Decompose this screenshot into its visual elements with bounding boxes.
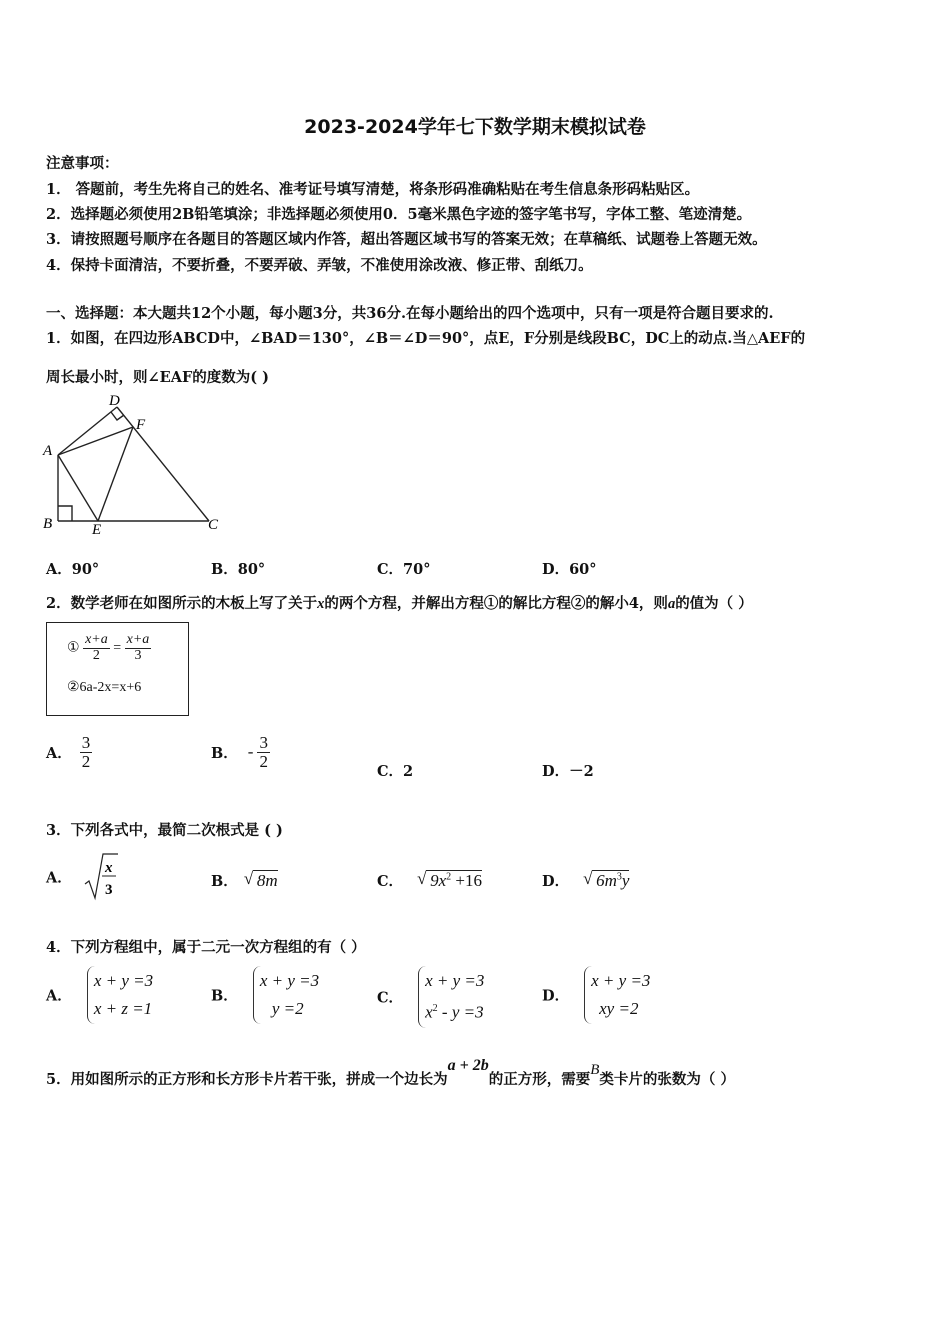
notice-item-3: 3．请按照题号顺序在各题目的答题区域内作答，超出答题区域书写的答案无效；在草稿纸、试题卷上答题无效。 bbox=[46, 231, 767, 248]
notice-item-4: 4．保持卡面清洁，不要折叠，不要弄破、弄皱，不准使用涂改液、修正带、刮纸刀。 bbox=[46, 257, 593, 274]
q4-option-d[interactable]: D． x + y =3 xy =2 bbox=[542, 966, 656, 1024]
notice-item-1: 1． 答题前，考生先将自己的姓名、准考证号填写清楚，将条形码准确粘贴在考生信息条形码粘贴区。 bbox=[46, 181, 700, 198]
q2-blackboard bbox=[46, 622, 189, 716]
q4-option-c[interactable]: C． x + y =3 $x^2 - y =3$ bbox=[377, 966, 490, 1028]
label-b: B bbox=[43, 516, 53, 532]
page-title: 2023-2024学年七下数学期末模拟试卷 bbox=[304, 116, 646, 138]
label-d: D bbox=[109, 393, 120, 409]
label-c: C bbox=[208, 517, 219, 533]
svg-text:3: 3 bbox=[104, 882, 113, 898]
label-e: E bbox=[92, 522, 102, 538]
q1-stem-line1: 1．如图，在四边形ABCD中，∠BAD＝130°，∠B＝∠D＝90°，点E，F分别是线段BC，DC上的动点.当△AEF的 bbox=[46, 330, 806, 347]
q4-option-b[interactable]: B． x + y =3 y =2 bbox=[211, 966, 325, 1024]
board-equation-1: ① $\frac{x+a}{2}$ = $\frac{x+a}{3}$ bbox=[67, 632, 150, 663]
q2-option-b[interactable]: B． - $\frac{3}{2}$ bbox=[211, 733, 268, 771]
label-a: A bbox=[43, 443, 53, 459]
label-f: F bbox=[136, 417, 146, 433]
q1-option-c[interactable]: C．70° bbox=[377, 561, 431, 578]
q1-stem-line2: 周长最小时，则∠EAF的度数为( ) bbox=[46, 369, 270, 386]
q2-option-a[interactable]: A． $\frac{3}{2}$ bbox=[46, 733, 91, 771]
q5-stem: 5．用如图所示的正方形和长方形卡片若干张，拼成一个边长为a + 2b的正方形，需要B类卡片的张数为（ ） bbox=[46, 1057, 735, 1088]
svg-text:x: x bbox=[104, 860, 113, 876]
q2-option-d[interactable]: D．－2 bbox=[542, 763, 594, 780]
q2-option-c[interactable]: C．2 bbox=[377, 763, 414, 780]
q1-quadrilateral-figure bbox=[40, 388, 230, 538]
q4-option-a[interactable]: A． x + y =3 x + z =1 bbox=[46, 966, 159, 1024]
section-1-header: 一、选择题：本大题共12个小题，每小题3分，共36分.在每小题给出的四个选项中，只有一项是符合题目要求的. bbox=[46, 305, 774, 322]
q1-option-d[interactable]: D．60° bbox=[542, 561, 597, 578]
q1-option-b[interactable]: B．80° bbox=[211, 561, 266, 578]
q3-stem: 3．下列各式中，最简二次根式是 ( ) bbox=[46, 822, 283, 839]
q3-option-d[interactable]: D． √ $6m^3y$ bbox=[542, 869, 630, 890]
notice-header: 注意事项： bbox=[46, 155, 119, 172]
q2-stem: 2．数学老师在如图所示的木板上写了关于x的两个方程，并解出方程①的解比方程②的解小4，则a的值为（ ） bbox=[46, 595, 753, 612]
q3-option-c[interactable]: C． √ $9x^2 +16$ bbox=[377, 869, 482, 890]
q4-stem: 4．下列方程组中，属于二元一次方程组的有（ ） bbox=[46, 939, 366, 956]
q1-option-a[interactable]: A．90° bbox=[46, 561, 100, 578]
q3-option-a[interactable]: A． x 3 bbox=[46, 852, 119, 902]
notice-item-2: 2．选择题必须使用2B铅笔填涂；非选择题必须使用0．5毫米黑色字迹的签字笔书写，字体工整、笔迹清楚。 bbox=[46, 206, 752, 223]
board-equation-2: ②6a-2x=x+6 bbox=[67, 680, 142, 695]
radical-sign-icon bbox=[83, 852, 119, 902]
q3-option-b[interactable]: B． √ 8m bbox=[211, 869, 278, 890]
